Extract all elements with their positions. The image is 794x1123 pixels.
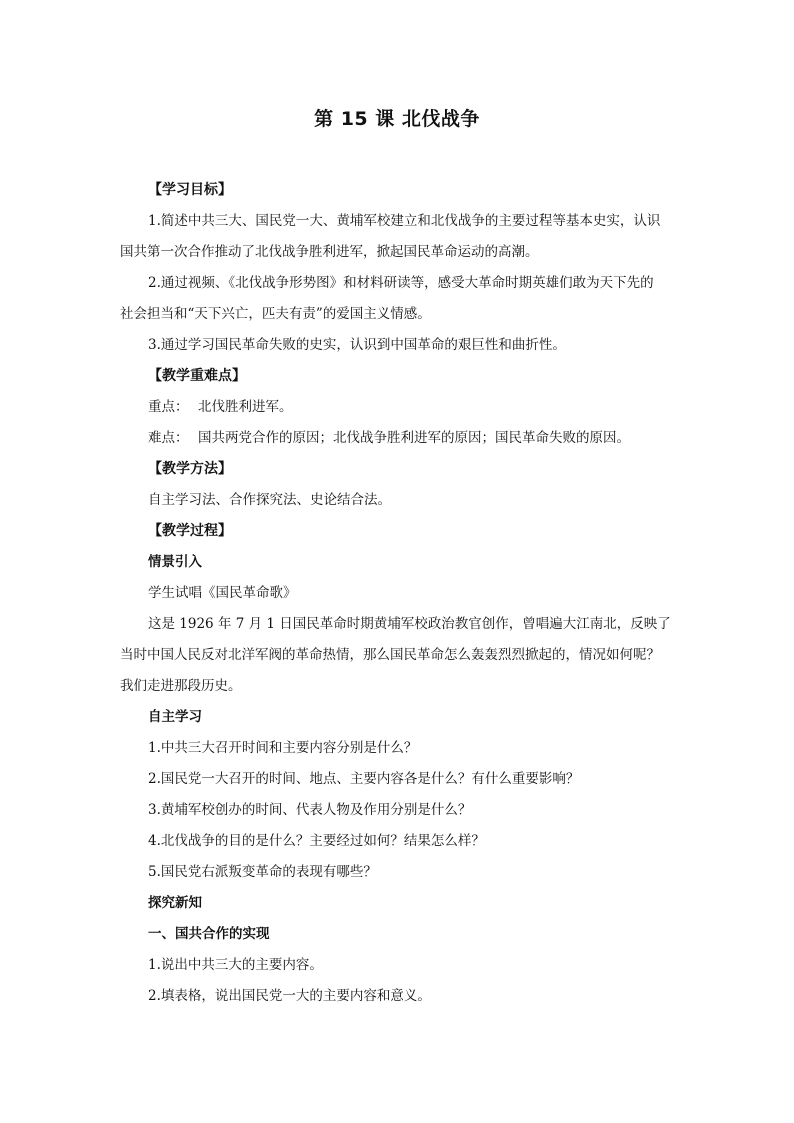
goals-heading: 【学习目标】 (148, 182, 232, 198)
key-point-label: 重点： (148, 399, 189, 415)
intro-paragraph-line-2: 当时中国人民反对北洋军阀的革命热情，那么国民革命怎么轰轰烈烈掀起的，情况如何呢？ (120, 647, 660, 663)
intro-line: 学生试唱《国民革命歌》 (148, 585, 297, 601)
self-study-heading: 自主学习 (148, 709, 202, 725)
key-point-row (148, 392, 696, 423)
difficult-point-label: 难点： (148, 430, 189, 446)
self-study-question-1: 1.中共三大召开时间和主要内容分别是什么？ (148, 740, 418, 756)
lesson-title: 第 15 课 北伐战争 (314, 108, 480, 130)
part-1-heading: 一、国共合作的实现 (148, 926, 270, 942)
lesson-content (120, 175, 696, 1012)
process-heading: 【教学过程】 (148, 523, 232, 539)
intro-paragraph-line-3: 我们走进那段历史。 (120, 678, 242, 694)
goal-2-line-2: 社会担当和“天下兴亡，匹夫有责”的爱国主义情感。 (120, 306, 431, 322)
part-1-item-2: 2.填表格，说出国民党一大的主要内容和意义。 (148, 988, 431, 1004)
goal-3: 3.通过学习国民革命失败的史实，认识到中国革命的艰巨性和曲折性。 (148, 337, 566, 353)
intro-heading: 情景引入 (148, 554, 202, 570)
self-study-question-5: 5.国民党右派叛变革命的表现有哪些？ (148, 864, 377, 880)
self-study-question-3: 3.黄埔军校创办的时间、代表人物及作用分别是什么？ (148, 802, 472, 818)
goal-2-line-1: 2.通过视频、《北伐战争形势图》和材料研读等，感受大革命时期英雄们敢为天下先的 (148, 275, 654, 291)
explore-heading: 探究新知 (148, 895, 202, 911)
difficult-point-row (148, 423, 696, 454)
goal-1-line-2: 国共第一次合作推动了北伐战争胜利进军，掀起国民革命运动的高潮。 (120, 244, 539, 260)
part-1-item-1: 1.说出中共三大的主要内容。 (148, 957, 323, 973)
self-study-question-4: 4.北伐战争的目的是什么？主要经过如何？结果怎么样？ (148, 833, 485, 849)
intro-paragraph-line-1: 这是 1926 年 7 月 1 日国民革命时期黄埔军校政治教官创作，曾唱遍大江南北，反映了 (148, 616, 671, 632)
difficult-point-text: 国共两党合作的原因；北伐战争胜利进军的原因；国民革命失败的原因。 (198, 430, 630, 446)
goal-1-line-1: 1.简述中共三大、国民党一大、黄埔军校建立和北伐战争的主要过程等基本史实，认识 (148, 213, 661, 229)
methods-heading: 【教学方法】 (148, 461, 232, 477)
self-study-question-2: 2.国民党一大召开的时间、地点、主要内容各是什么？有什么重要影响？ (148, 771, 580, 787)
key-point-text: 北伐胜利进军。 (198, 399, 293, 415)
methods-text: 自主学习法、合作探究法、史论结合法。 (148, 492, 391, 508)
key-points-heading: 【教学重难点】 (148, 368, 246, 384)
